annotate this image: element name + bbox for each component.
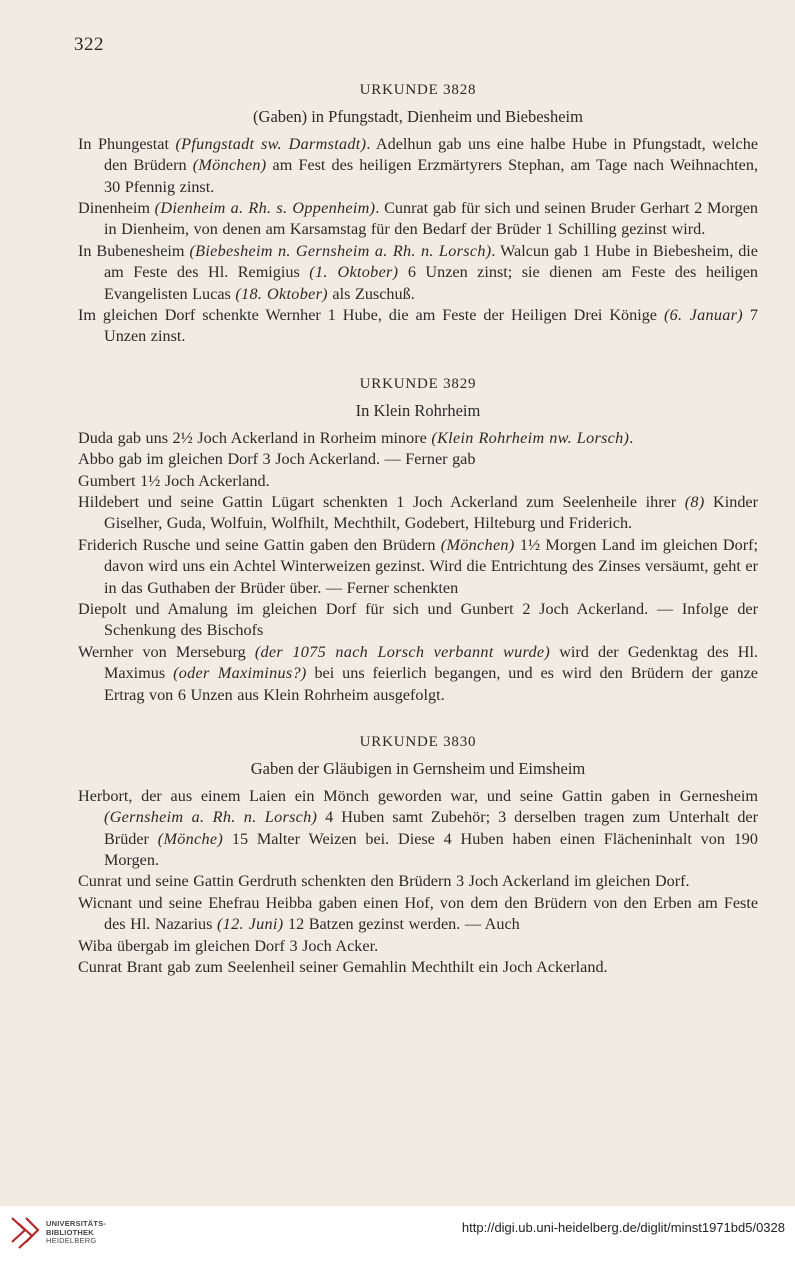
entry-text: Abbo gab im gleichen Dorf 3 Joch Ackerland. — Ferner gab [78,450,476,469]
italic-annotation: (12. Juni) [216,915,284,934]
italic-annotation: (Pfungstadt sw. Darmstadt) [175,134,367,153]
italic-annotation: (Mönchen) [192,156,267,175]
entry-paragraph [78,241,758,305]
section-gap [78,348,758,374]
entry-text: 15 Malter Weizen bei. Diese 4 Huben haben einen Flächeninhalt von 190 Morgen. [104,829,758,869]
italic-annotation: (Biebesheim n. Gernsheim a. Rh. n. Lorsch) [189,241,492,260]
library-name[interactable] [46,1220,106,1246]
entry-text: Wicnant und seine Ehefrau Heibba gaben einen Hof, von dem den Brüdern von den Erben am Feste des Hl. Nazarius [78,893,758,934]
italic-annotation: (Klein Rohrheim nw. Lorsch) [431,428,630,447]
entry-text: 7 Unzen zinst. [104,306,759,346]
entry-text: Cunrat und seine Gattin Gerdruth schenkten den Brüdern 3 Joch Ackerland im gleichen Dorf. [78,872,690,891]
italic-annotation: (der 1075 nach Lorsch verbannt wurde) [254,642,551,661]
entry-paragraph [78,871,758,892]
entry-text: Kinder Giselher, Guda, Wolfuin, Wolfhilt, Mechthilt, Godebert, Hilteburg und Friderich. [104,492,758,533]
italic-annotation: (18. Oktober) [235,284,328,303]
entry-text: In Bubenesheim [78,241,190,260]
entry-text: 1½ Morgen Land im gleichen Dorf; davon wird uns ein Achtel Winterweizen gezinst. Wird die Entrichtung des Zinses versäumt, geht er in das Guthaben der Brüder über. — Ferner schenkten [104,535,758,597]
entry-text: 4 Huben samt Zubehör; 3 derselben tragen zum Unterhalt der Brüder [104,808,759,848]
urkunde-title: URKUNDE 3829 [359,375,477,392]
entry-paragraph [78,957,758,978]
entry-paragraph [78,642,758,706]
italic-annotation: (8) [684,492,705,511]
library-name-line-2: BIBLIOTHEK [46,1227,94,1237]
entry-paragraph [78,535,758,599]
page-number: 322 [74,34,104,55]
document-url-link[interactable]: http://digi.ub.uni-heidelberg.de/diglit/minst1971bd5/0328 [461,1220,785,1235]
entry-paragraph [78,599,758,642]
entry-paragraph [78,428,758,449]
italic-annotation: (oder Maximinus?) [173,664,307,683]
entry-paragraph [78,893,758,936]
entry-paragraph [78,134,758,198]
italic-annotation: (1. Oktober) [309,263,399,282]
entry-text: Diepolt und Amalung im gleichen Dorf für sich und Gunbert 2 Joch Ackerland. — Infolge der Schenkung des Bischofs [78,599,758,640]
urkunde-title: URKUNDE 3828 [359,82,477,98]
entry-text: Wiba übergab im gleichen Dorf 3 Joch Acker. [78,936,379,955]
library-name-line-3: HEIDELBERG [46,1236,97,1246]
urkunde-subtitle: In Klein Rohrheim [355,401,481,421]
entry-text: Dinenheim [78,199,155,218]
entry-paragraph [78,492,758,535]
entry-text: Friderich Rusche und seine Gattin gaben den Brüdern [78,535,441,554]
entry-text: . Adelhun gab uns eine halbe Hube in Pfungstadt, welche den Brüdern [104,134,759,175]
entry-paragraph [78,305,758,348]
viewer-footer [0,1206,795,1262]
urkunde-subtitle: (Gaben) in Pfungstadt, Dienheim und Biebesheim [253,107,583,127]
university-library-logo-icon[interactable] [8,1214,42,1254]
entry-text: am Fest des heiligen Erzmärtyrers Stephan, am Tage nach Weihnachten, 30 Pfennig zinst. [104,156,758,196]
entry-text: 6 Unzen zinst; sie dienen am Feste des heiligen Evangelisten Lucas [104,263,758,303]
entry-text: In Phungestat [78,134,176,153]
entry-paragraph [78,471,758,492]
entry-paragraph [78,449,758,470]
section-gap [78,706,758,732]
urkunde-section [78,732,758,978]
entry-text: 12 Batzen gezinst werden. — Auch [283,915,520,934]
entry-text: Wernher von Merseburg [78,642,255,661]
italic-annotation: (Mönchen) [440,535,515,554]
library-name-line-1: UNIVERSITÄTS- [46,1219,107,1228]
urkunde-title: URKUNDE 3830 [359,733,477,750]
urkunde-subtitle: Gaben der Gläubigen in Gernsheim und Eimsheim [250,759,586,779]
entry-text: wird der Gedenktag des Hl. Maximus [104,642,758,683]
urkunde-section [78,80,758,348]
entry-text: Cunrat Brant gab zum Seelenheil seiner Gemahlin Mechthilt ein Joch Ackerland. [78,958,608,977]
italic-annotation: (Gernsheim a. Rh. n. Lorsch) [104,808,318,827]
entry-paragraph [78,198,758,241]
entry-text: Hildebert und seine Gattin Lügart schenkten 1 Joch Ackerland zum Seelenheile ihrer [78,492,685,511]
italic-annotation: (6. Januar) [663,306,743,325]
entry-paragraph [78,786,758,872]
entry-text: Herbort, der aus einem Laien ein Mönch geworden war, und seine Gattin gaben in Gernesheim [78,786,758,805]
entry-text: bei uns feierlich begangen, und es wird den Brüdern der ganze Ertrag von 6 Unzen aus Klein Rohrheim ausgefolgt. [104,664,758,704]
page-content [78,80,758,978]
entry-text: Duda gab uns 2½ Joch Ackerland in Rorheim minore [78,428,432,447]
entry-paragraph [78,936,758,957]
italic-annotation: (Dienheim a. Rh. s. Oppenheim) [154,199,376,218]
entry-text: Im gleichen Dorf schenkte Wernher 1 Hube, die am Feste der Heiligen Drei Könige [78,306,664,325]
entry-text: . Cunrat gab für sich und seinen Bruder Gerhart 2 Morgen in Dienheim, von denen am Karsamstag für den Bedarf der Brüder 1 Schilling gezinst wird. [104,199,758,239]
entry-text: Gumbert 1½ Joch Ackerland. [78,471,270,490]
urkunde-section [78,374,758,706]
entry-text: als Zuschuß. [327,284,415,303]
italic-annotation: (Mönche) [157,829,224,848]
entry-text: . Walcun gab 1 Hube in Biebesheim, die am Feste des Hl. Remigius [104,241,758,282]
entry-text: . [629,428,634,447]
